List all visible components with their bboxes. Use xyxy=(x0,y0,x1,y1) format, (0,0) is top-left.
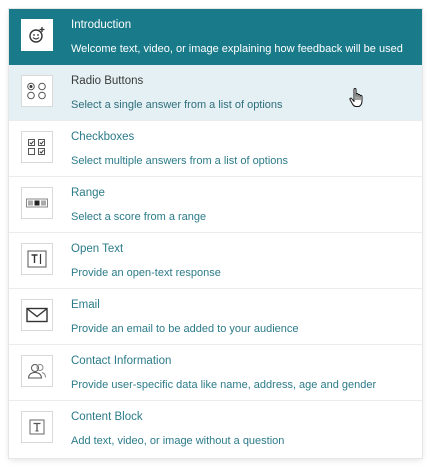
question-type-description: Provide an open-text response xyxy=(71,267,221,279)
open-text-icon xyxy=(21,243,53,275)
question-type-open-text[interactable] xyxy=(9,233,422,289)
range-icon xyxy=(21,187,53,219)
question-type-title: Contact Information xyxy=(71,355,172,367)
question-type-description: Select a score from a range xyxy=(71,211,207,223)
question-type-introduction[interactable] xyxy=(9,9,422,65)
question-type-title: Range xyxy=(71,187,105,199)
question-type-email[interactable] xyxy=(9,289,422,345)
contact-information-icon xyxy=(21,355,53,387)
question-type-checkboxes[interactable] xyxy=(9,121,422,177)
question-type-title: Open Text xyxy=(71,243,124,255)
question-type-list xyxy=(9,9,422,458)
content-block-icon xyxy=(21,411,53,443)
question-type-description: Provide an email to be added to your audience xyxy=(71,323,299,335)
question-type-title: Email xyxy=(71,299,100,311)
hand-pointer-cursor-icon xyxy=(349,88,365,108)
question-type-description: Provide user-specific data like name, address, age and gender xyxy=(71,379,377,391)
question-type-description: Welcome text, video, or image explaining how feedback will be used xyxy=(71,43,403,55)
question-type-title: Checkboxes xyxy=(71,131,135,143)
question-type-content-block[interactable] xyxy=(9,401,422,457)
question-type-description: Select a single answer from a list of options xyxy=(71,99,283,111)
question-type-contact-information[interactable] xyxy=(9,345,422,401)
introduction-icon xyxy=(21,19,53,51)
email-icon xyxy=(21,299,53,331)
checkboxes-icon xyxy=(21,131,53,163)
question-type-description: Select multiple answers from a list of options xyxy=(71,155,289,167)
question-type-title: Radio Buttons xyxy=(71,75,144,87)
question-type-range[interactable] xyxy=(9,177,422,233)
radio-buttons-icon xyxy=(21,75,53,107)
question-type-title: Introduction xyxy=(71,19,132,31)
question-type-title: Content Block xyxy=(71,411,143,423)
question-type-description: Add text, video, or image without a question xyxy=(71,435,285,447)
